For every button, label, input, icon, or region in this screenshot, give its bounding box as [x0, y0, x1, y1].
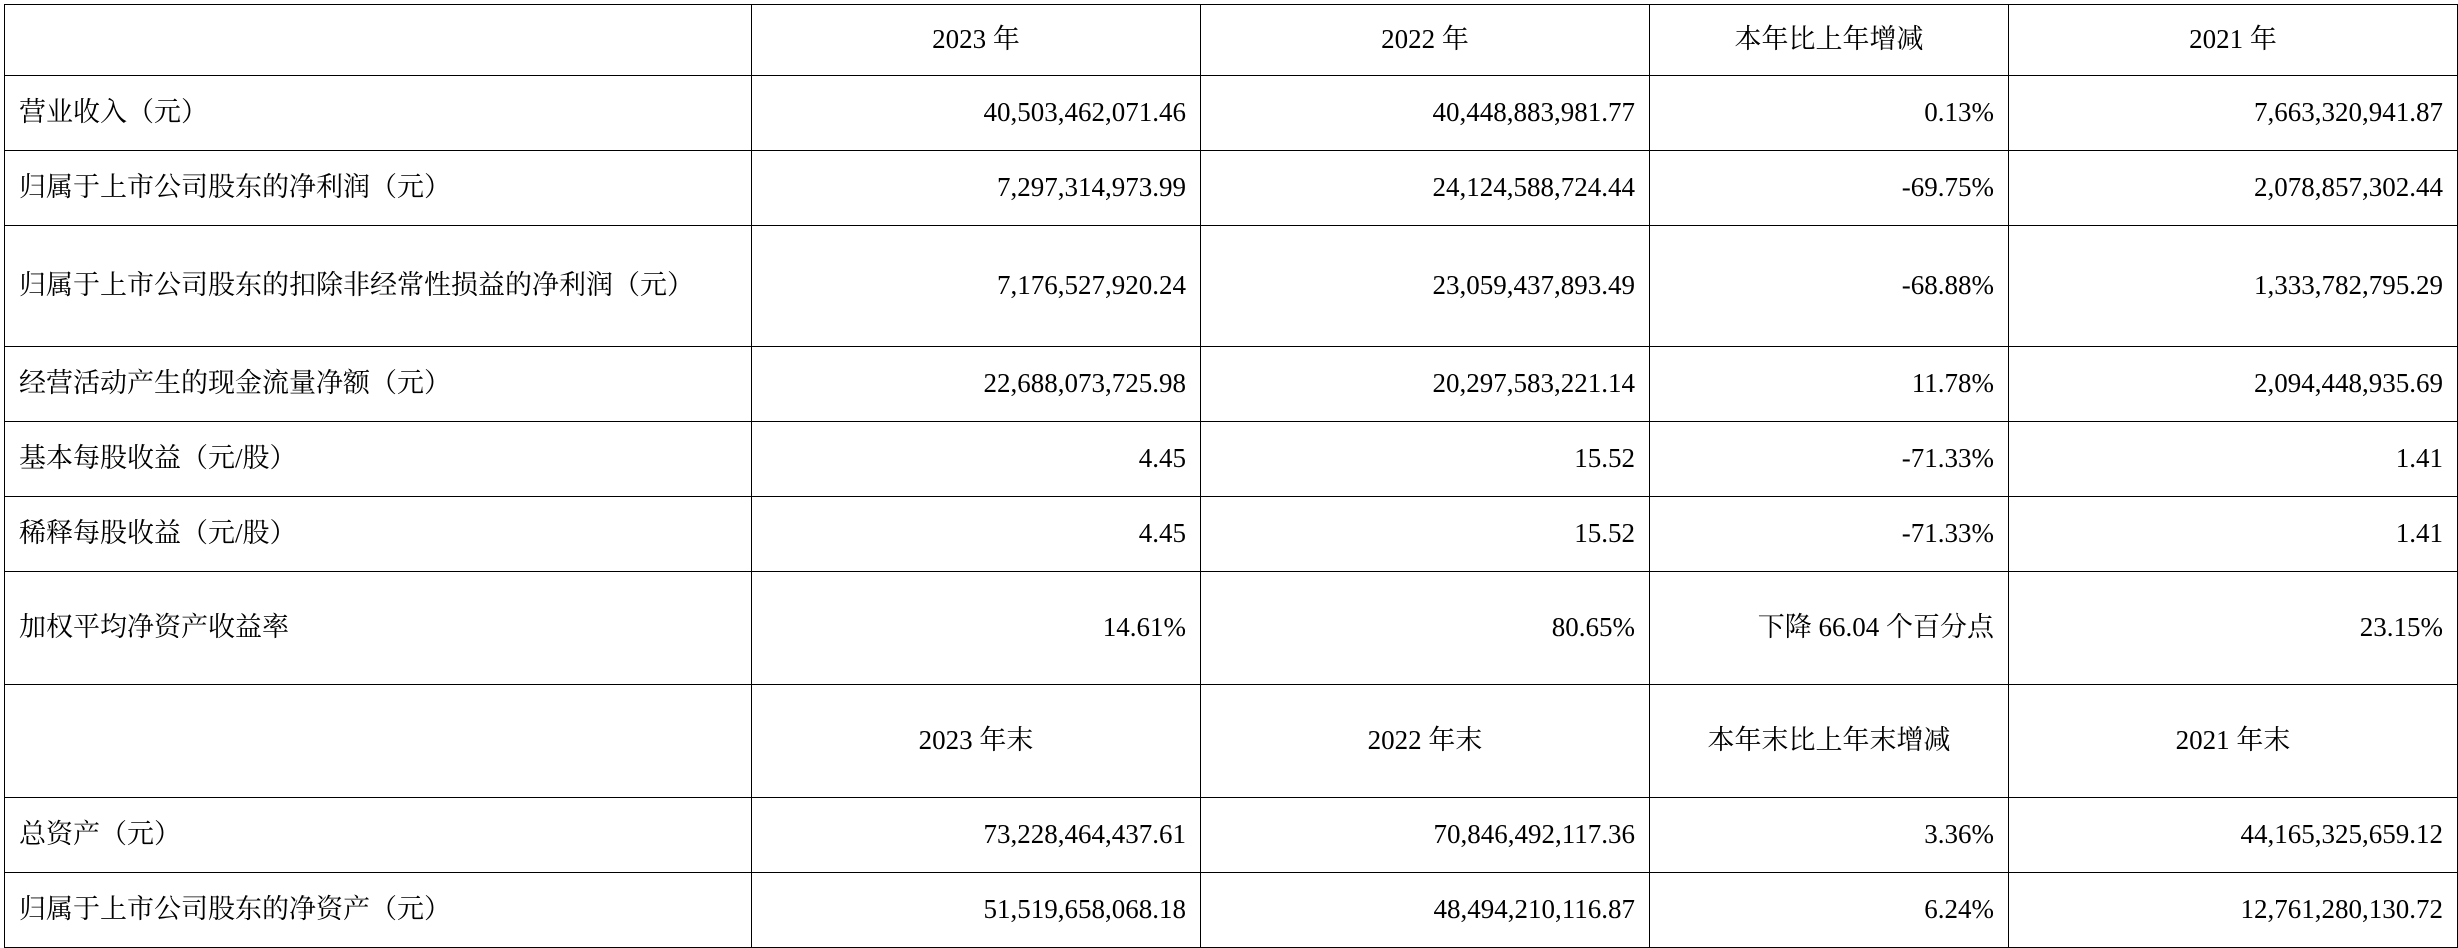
row-value-change: -71.33%: [1650, 497, 2009, 572]
row-value-2023: 7,297,314,973.99: [752, 151, 1201, 226]
row-value-2021: 1,333,782,795.29: [2009, 226, 2458, 347]
header2-blank-cell: [5, 685, 752, 798]
table-row: [5, 347, 2458, 422]
row-value-change: -71.33%: [1650, 422, 2009, 497]
row-value-2023: 4.45: [752, 497, 1201, 572]
row-value-2022: 15.52: [1201, 497, 1650, 572]
header-col-2022: 2022 年: [1201, 5, 1650, 76]
row-value-2021: 2,078,857,302.44: [2009, 151, 2458, 226]
table-header-row: [5, 5, 2458, 76]
row-value-2022-end: 48,494,210,116.87: [1201, 873, 1650, 948]
row-label: 归属于上市公司股东的净资产（元）: [5, 873, 752, 948]
header-col-2021: 2021 年: [2009, 5, 2458, 76]
row-value-2023: 4.45: [752, 422, 1201, 497]
row-label: 归属于上市公司股东的净利润（元）: [5, 151, 752, 226]
financial-summary-table: [4, 4, 2458, 948]
row-label: 营业收入（元）: [5, 76, 752, 151]
table-row: [5, 422, 2458, 497]
row-value-2022-end: 70,846,492,117.36: [1201, 798, 1650, 873]
row-value-2022: 80.65%: [1201, 572, 1650, 685]
table-row: [5, 226, 2458, 347]
table-row: [5, 873, 2458, 948]
row-value-2022: 40,448,883,981.77: [1201, 76, 1650, 151]
header2-col-2022-end: 2022 年末: [1201, 685, 1650, 798]
row-value-change: 下降 66.04 个百分点: [1650, 572, 2009, 685]
row-value-2021: 7,663,320,941.87: [2009, 76, 2458, 151]
row-value-2022: 20,297,583,221.14: [1201, 347, 1650, 422]
row-value-change: 6.24%: [1650, 873, 2009, 948]
table-row: [5, 572, 2458, 685]
header-blank-cell: [5, 5, 752, 76]
row-value-2023-end: 51,519,658,068.18: [752, 873, 1201, 948]
row-value-2021: 2,094,448,935.69: [2009, 347, 2458, 422]
row-label: 稀释每股收益（元/股）: [5, 497, 752, 572]
header2-col-change: 本年末比上年末增减: [1650, 685, 2009, 798]
row-value-2021: 1.41: [2009, 422, 2458, 497]
row-value-2022: 23,059,437,893.49: [1201, 226, 1650, 347]
row-label: 经营活动产生的现金流量净额（元）: [5, 347, 752, 422]
header2-col-2021-end: 2021 年末: [2009, 685, 2458, 798]
row-value-2023: 40,503,462,071.46: [752, 76, 1201, 151]
row-value-change: 3.36%: [1650, 798, 2009, 873]
row-value-2023: 14.61%: [752, 572, 1201, 685]
financial-summary-page: [0, 4, 2443, 925]
table-row: [5, 798, 2458, 873]
row-value-change: 0.13%: [1650, 76, 2009, 151]
header-col-2023: 2023 年: [752, 5, 1201, 76]
row-value-2023: 7,176,527,920.24: [752, 226, 1201, 347]
row-value-2022: 15.52: [1201, 422, 1650, 497]
table-row: [5, 151, 2458, 226]
row-value-change: 11.78%: [1650, 347, 2009, 422]
row-value-change: -69.75%: [1650, 151, 2009, 226]
row-value-2021-end: 44,165,325,659.12: [2009, 798, 2458, 873]
header-col-change: 本年比上年增减: [1650, 5, 2009, 76]
row-value-2022: 24,124,588,724.44: [1201, 151, 1650, 226]
row-value-2023: 22,688,073,725.98: [752, 347, 1201, 422]
row-value-2023-end: 73,228,464,437.61: [752, 798, 1201, 873]
row-value-2021-end: 12,761,280,130.72: [2009, 873, 2458, 948]
header2-col-2023-end: 2023 年末: [752, 685, 1201, 798]
row-label: 加权平均净资产收益率: [5, 572, 752, 685]
table-header-row-period-end: [5, 685, 2458, 798]
table-row: [5, 76, 2458, 151]
row-label: 总资产（元）: [5, 798, 752, 873]
row-value-change: -68.88%: [1650, 226, 2009, 347]
table-row: [5, 497, 2458, 572]
row-value-2021: 23.15%: [2009, 572, 2458, 685]
row-value-2021: 1.41: [2009, 497, 2458, 572]
row-label: 归属于上市公司股东的扣除非经常性损益的净利润（元）: [5, 226, 752, 347]
row-label: 基本每股收益（元/股）: [5, 422, 752, 497]
